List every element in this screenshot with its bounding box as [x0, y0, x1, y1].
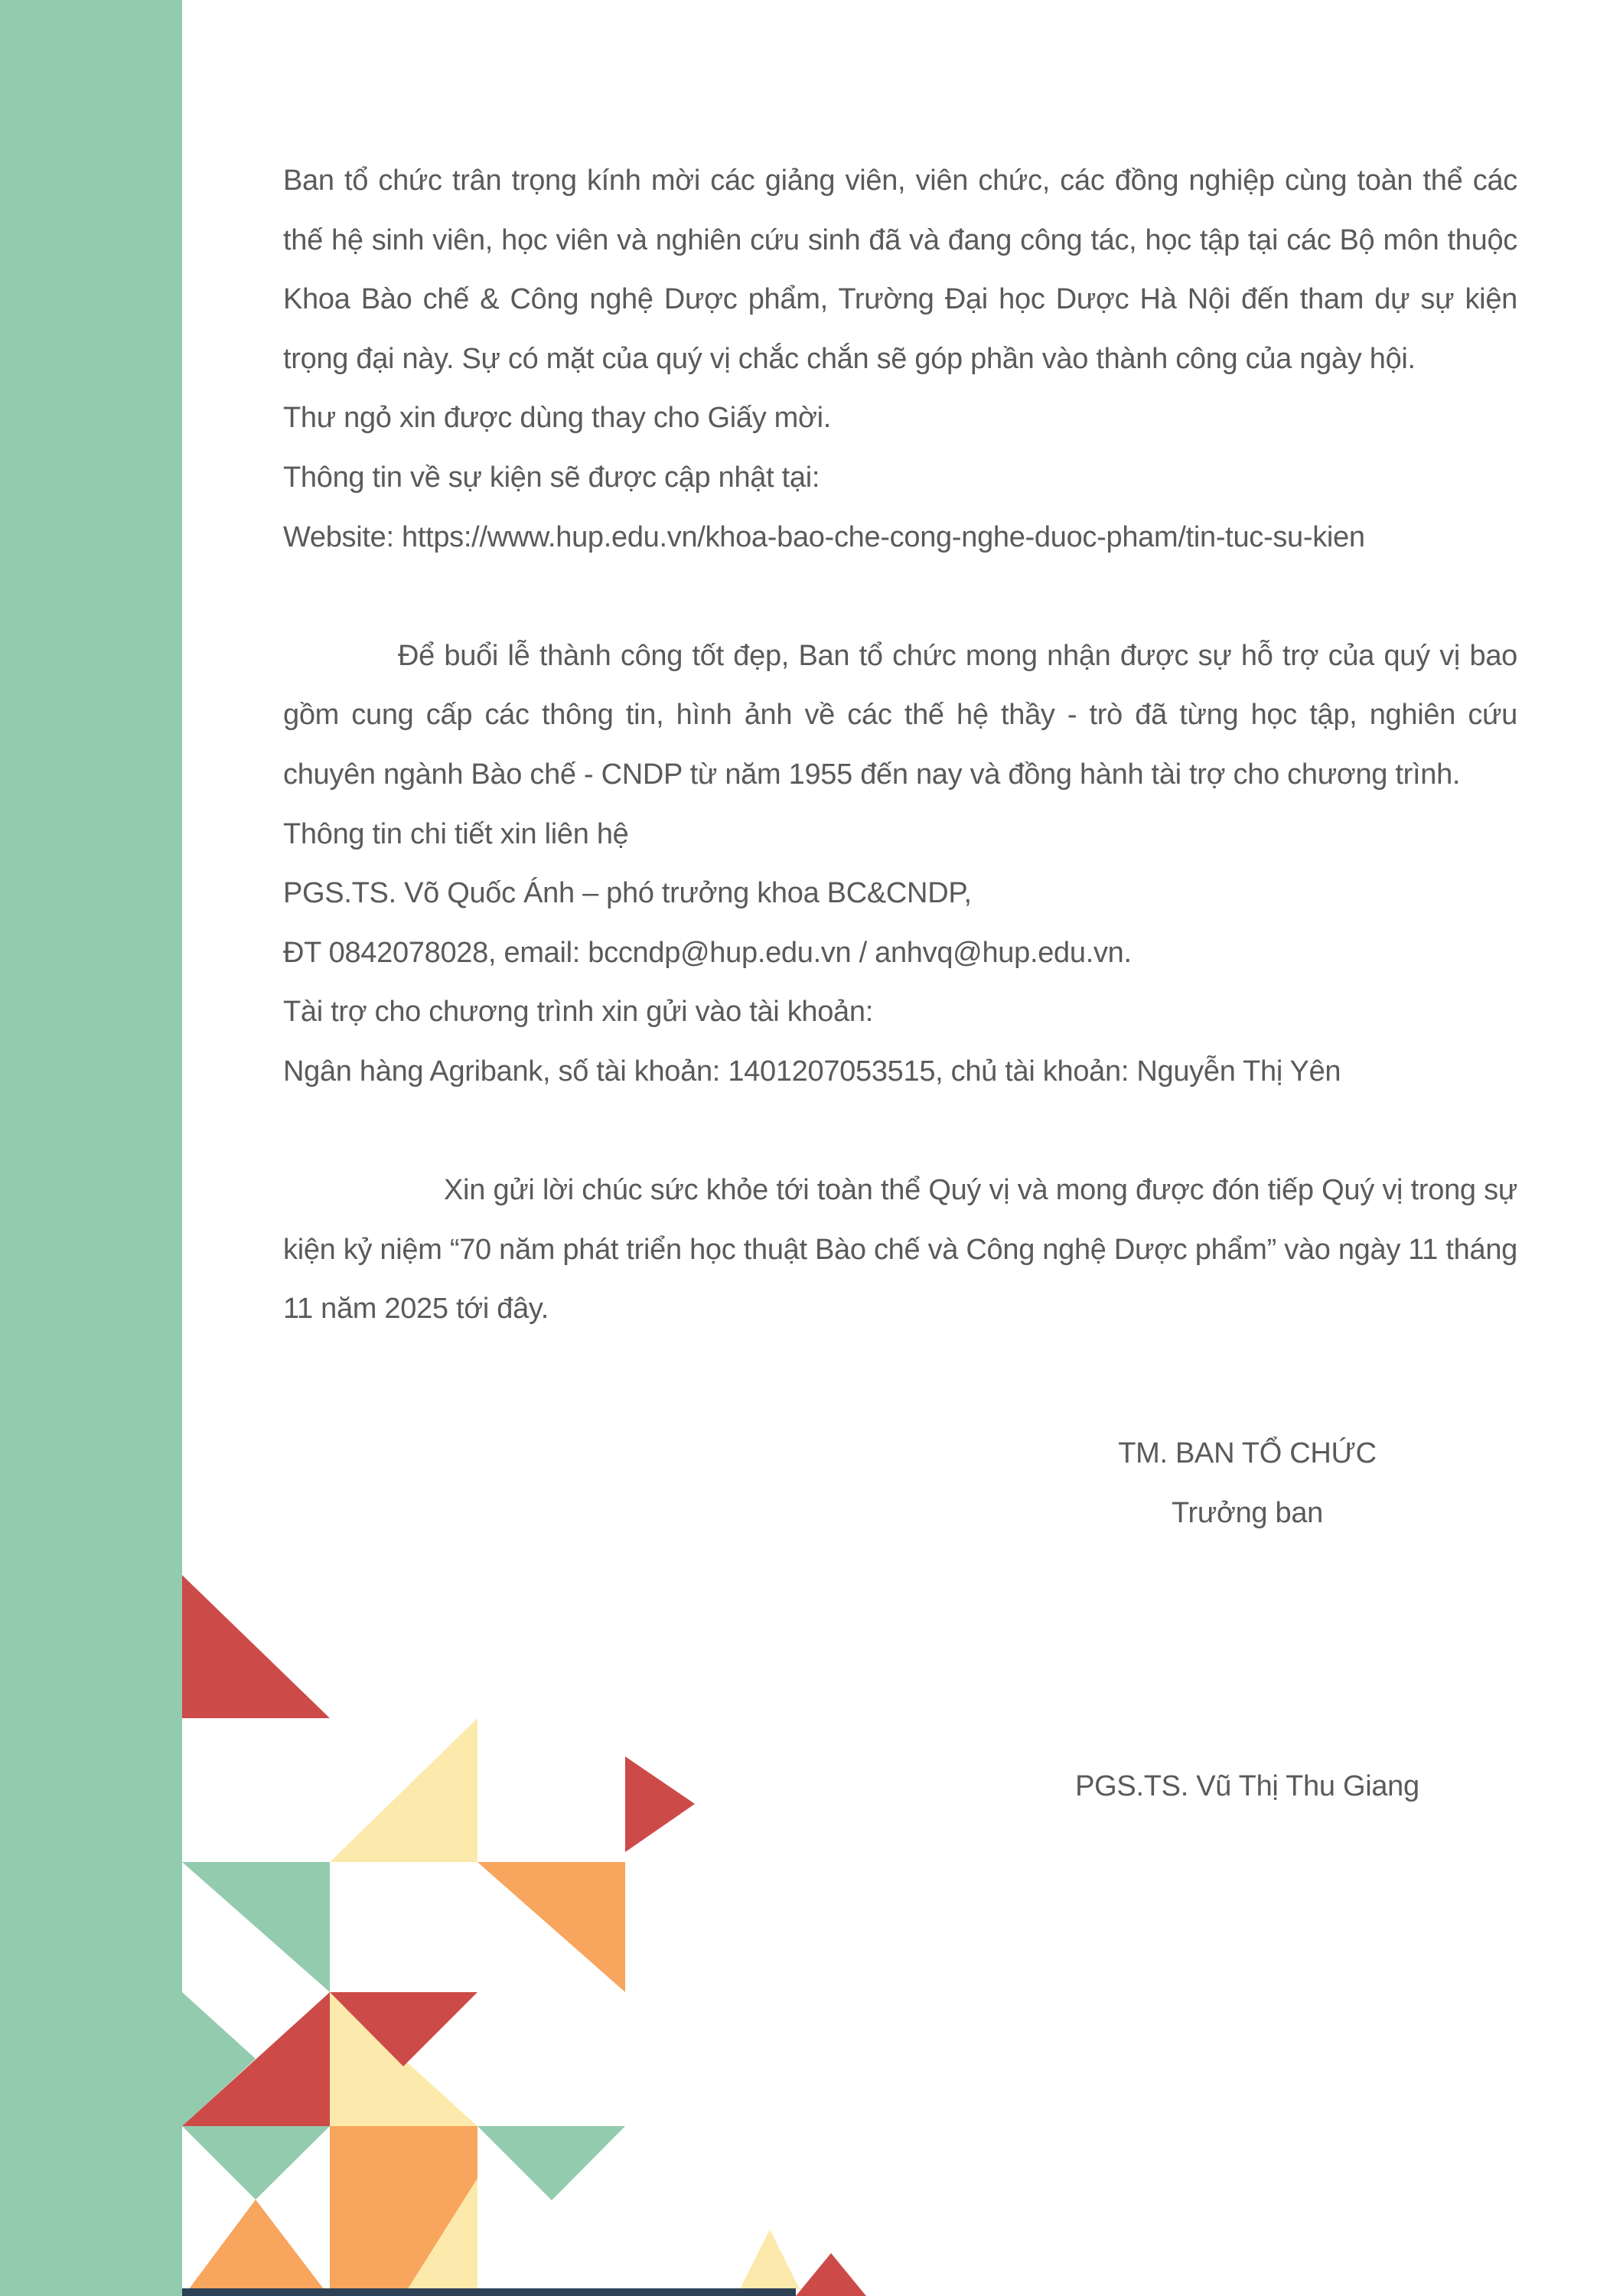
- paragraph-invitation: Ban tổ chức trân trọng kính mời các giảng viên, viên chức, các đồng nghiệp cùng toàn thể các thế hệ sinh viên, học viên và nghiên cứu sinh đã và đang công tác, học tập tại các Bộ môn thuộc Khoa Bào chế & Công nghệ Dược phẩm, Trường Đại học Dược Hà Nội đến tham dự sự kiện trọng đại này. Sự có mặt của quý vị chắc chắn sẽ góp phần vào thành công của ngày hội.: [283, 165, 1517, 375]
- website-line: Website: https://www.hup.edu.vn/khoa-bao-che-cong-nghe-duoc-pham/tin-tuc-su-kien: [283, 520, 1365, 553]
- cream-small-triangle: [740, 2229, 800, 2289]
- yellow-triangle: [330, 1718, 477, 1862]
- line-letter-as-invitation: Thư ngỏ xin được dùng thay cho Giấy mời.: [283, 402, 832, 435]
- cream-notch-triangle: [403, 2178, 477, 2296]
- orange-triangle: [477, 1862, 625, 1992]
- left-accent-bar: [0, 0, 182, 2296]
- letter-body: [283, 152, 1517, 1339]
- paragraph-closing: Xin gửi lời chúc sức khỏe tới toàn thể Quý vị và mong được đón tiếp Quý vị trong sự kiện kỷ niệm “70 năm phát triển học thuật Bào chế và Công nghệ Dược phẩm” vào ngày 11 tháng 11 năm 2025 tới đây.: [283, 1174, 1517, 1326]
- line-event-updates: Thông tin về sự kiện sẽ được cập nhật tại:: [283, 461, 820, 494]
- green-triangle: [182, 1862, 330, 1992]
- red-pennant-triangle: [625, 1756, 695, 1852]
- signature-role: Trưởng ban: [1171, 1496, 1324, 1529]
- green-small-triangle: [477, 2126, 625, 2200]
- red-down-triangle: [330, 1992, 477, 2066]
- signature-org: TM. BAN TỔ CHỨC: [1118, 1437, 1377, 1469]
- line-bank-account: Ngân hàng Agribank, số tài khoản: 1401207053515, chủ tài khoản: Nguyễn Thị Yên: [283, 1055, 1341, 1088]
- line-contact-phone-email: ĐT 0842078028, email: bccndp@hup.edu.vn / anhvq@hup.edu.vn.: [283, 936, 1132, 969]
- line-contact-person: PGS.TS. Võ Quốc Ánh – phó trưởng khoa BC&CNDP,: [283, 877, 972, 910]
- orange-up-triangle: [184, 2200, 329, 2296]
- signature-block: [903, 1424, 1592, 1543]
- yellow-large-triangle: [330, 1992, 477, 2126]
- orange-square: [330, 2126, 477, 2296]
- navy-bottom-strip: [182, 2288, 796, 2296]
- paragraph-support-request: Để buổi lễ thành công tốt đẹp, Ban tổ chức mong nhận được sự hỗ trợ của quý vị bao gồm cung cấp các thông tin, hình ảnh về các thế hệ thầy - trò đã từng học tập, nghiên cứu chuyên ngành Bào chế - CNDP từ năm 1955 đến nay và đồng hành tài trợ cho chương trình.: [283, 639, 1517, 791]
- signature-name: PGS.TS. Vũ Thị Thu Giang: [1075, 1770, 1419, 1802]
- green-down-triangle: [182, 2126, 330, 2200]
- line-contact-intro: Thông tin chi tiết xin liên hệ: [283, 817, 629, 850]
- line-sponsor-request: Tài trợ cho chương trình xin gửi vào tài khoản:: [283, 996, 873, 1029]
- red-large-triangle: [182, 1992, 330, 2126]
- red-bottom-triangle: [796, 2253, 866, 2296]
- green-wedge-triangle: [182, 1992, 256, 2126]
- red-triangle: [182, 1575, 330, 1718]
